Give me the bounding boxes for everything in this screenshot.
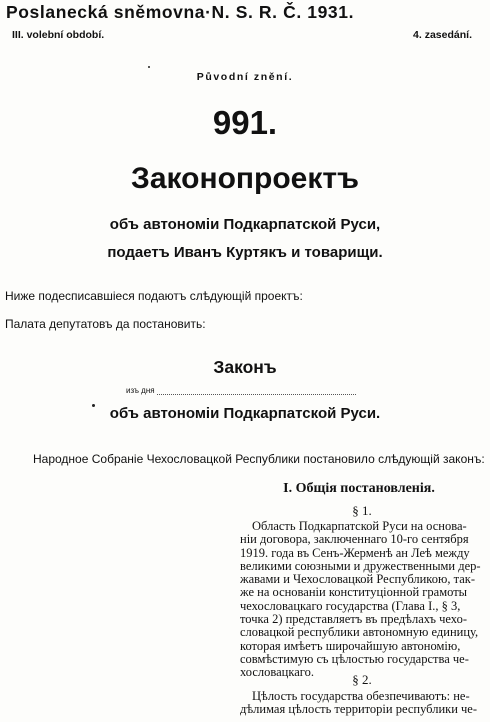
gazette-header: [6, 2, 484, 23]
text-line: дѣлимая цѣлость территорiи республики че-: [240, 703, 478, 717]
intro-line-2: Палата депутатовъ да постановить:: [5, 317, 206, 331]
document-subtitle: объ автономіи Подкарпатской Руси,: [109, 216, 381, 233]
ink-speck: [92, 404, 95, 407]
text-line: хословацкаго.: [240, 666, 314, 680]
text-line: Область Подкарпатской Руси на основа-: [252, 520, 467, 533]
session-number: 4. zasedání.: [413, 29, 472, 41]
gazette-subheader: [12, 29, 472, 41]
date-prefix: изъ дня: [126, 386, 155, 395]
text-line: нiи договора, заключеннаго 10-го сентября: [240, 533, 469, 547]
enactment-clause: Народное Собранiе Чехословацкой Республики постановило слѣдующiй законъ:: [33, 452, 485, 466]
text-line: словацкой республики автономную единицу,: [240, 626, 479, 640]
section-heading: I. Общiя постановленія.: [283, 481, 435, 496]
document-title: Законопроектъ: [131, 162, 359, 195]
original-version-label: Původní znění.: [196, 71, 294, 83]
intro-line-1: Ниже подесписавшiеся подаютъ слѣдующiй проектъ:: [5, 289, 303, 303]
text-line: великими союзными и дружественными дер-: [240, 559, 481, 573]
law-subtitle: объ автономіи Подкарпатской Руси.: [109, 405, 381, 422]
text-line: жавами и Чехословацкой Республикою, так-: [240, 573, 475, 587]
paragraph-mark-2: § 2.: [352, 672, 372, 687]
print-number: 991.: [212, 104, 278, 141]
text-line: совмѣстимую съ цѣлостью государства че-: [240, 652, 469, 666]
ink-speck: [148, 66, 150, 68]
date-blank: [157, 387, 356, 395]
gazette-title: Poslanecká sněmovna·N. S. R. Č. 1931.: [6, 2, 355, 22]
text-line: которая имѣетъ широчайшую автономiю,: [240, 639, 461, 653]
text-line: Цѣлость государства обезпечиваютъ: не-: [252, 690, 470, 703]
law-title: Законъ: [213, 357, 277, 377]
electoral-period: III. volební období.: [12, 29, 105, 41]
text-line: чехословацкаго государства (Глава I., § 3,: [240, 599, 461, 613]
paragraph-1-text: [240, 520, 484, 680]
text-line: 1919. года въ Сенъ-Жерменѣ ан Леѣ между: [240, 546, 470, 560]
text-line: же на основанiи конституцiонной грамоты: [240, 586, 468, 600]
law-date-line: [126, 386, 356, 395]
paragraph-mark-1: § 1.: [352, 503, 372, 518]
text-line: точка 2) представляетъ въ предѣлахъ чехо-: [240, 613, 467, 627]
submitters-line: подаетъ Иванъ Куртякъ и товарищи.: [107, 244, 383, 261]
paragraph-2-text: [240, 690, 484, 717]
